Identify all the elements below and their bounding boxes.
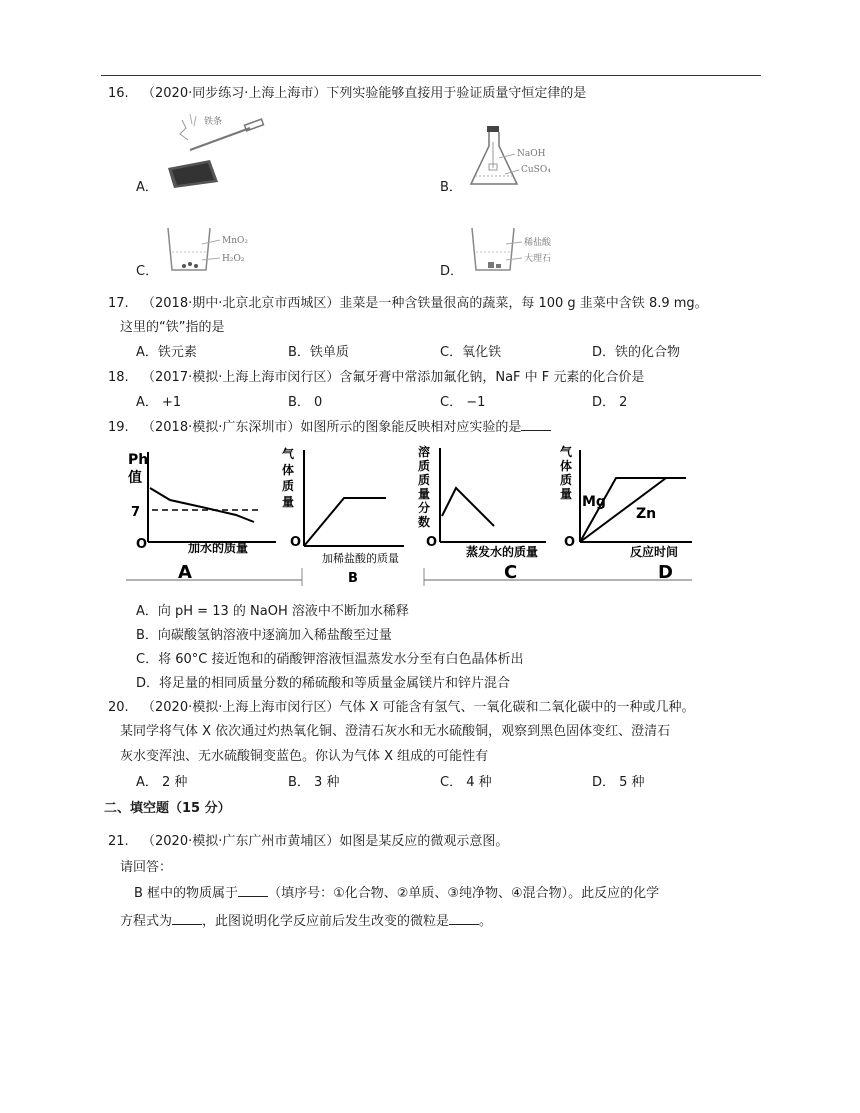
graph-d-mg-line xyxy=(580,478,686,542)
graph-c-ylabel-4: 量 xyxy=(418,487,431,501)
question-17 xyxy=(108,294,708,314)
question-text: （2017·模拟·上海上海市闵行区）含氟牙膏中常添加氟化钠，NaF 中 F 元素的化合价是 xyxy=(142,370,645,385)
question-17-line2: 这里的“铁”指的是 xyxy=(120,320,225,335)
question-20-line2: 某同学将气体 X 依次通过灼热氧化铜、澄清石灰水和无水硫酸铜，观察到黑色固体变红、澄清石 xyxy=(120,724,671,739)
q17-option-c: C．氧化铁 xyxy=(440,345,502,360)
graph-d-origin: O xyxy=(564,535,576,550)
graph-d-mg-label: Mg xyxy=(582,494,606,510)
graph-c-xlabel: 蒸发水的质量 xyxy=(466,545,539,559)
iron-burning-image xyxy=(160,110,270,190)
graph-c-letter: C xyxy=(504,562,518,583)
answer-blank xyxy=(521,418,551,431)
question-20-line3: 灰水变浑浊、无水硫酸铜变蓝色。你认为气体 X 组成的可能性有 xyxy=(120,749,489,764)
graph-a-tick-7: 7 xyxy=(131,505,141,520)
question-18 xyxy=(108,368,644,388)
option-d-letter: D． xyxy=(440,264,464,279)
option-c-letter: C． xyxy=(136,264,159,279)
question-text: （2020·同步练习·上海上海市）下列实验能够直接用于验证质量守恒定律的是 xyxy=(142,86,587,101)
label-iron-strip: 铁条 xyxy=(204,117,223,127)
q20-option-c: C． 4 种 xyxy=(440,775,492,790)
graph-d-zn-label: Zn xyxy=(636,506,657,522)
q20-option-a: A． 2 种 xyxy=(136,775,188,790)
graph-c-ylabel-2: 质 xyxy=(418,459,431,473)
graph-d-xlabel: 反应时间 xyxy=(630,545,679,559)
question-20 xyxy=(108,698,695,718)
question-number: 21. xyxy=(108,834,129,849)
graph-d-ylabel-3: 质 xyxy=(560,473,573,487)
graph-b-ylabel-3: 质 xyxy=(282,479,295,493)
question-text: （2020·模拟·上海上海市闵行区）气体 X 可能含有氢气、一氧化碳和二氧化碳中的一种或几种。 xyxy=(142,700,695,715)
answer-blank-3 xyxy=(449,912,479,925)
question-number: 20. xyxy=(108,700,129,715)
graph-d-ylabel-4: 量 xyxy=(560,487,573,501)
option-a-letter: A． xyxy=(136,180,158,195)
q17-option-b: B．铁单质 xyxy=(288,345,349,360)
graph-a-ylabel-2: 值 xyxy=(128,470,142,486)
graph-c-curve xyxy=(442,488,494,526)
question-text: （2018·期中·北京北京市西城区）韭菜是一种含铁量很高的蔬菜，每 100 g 韭菜中含铁 8.9 mg。 xyxy=(142,296,708,311)
text-segment: 。 xyxy=(479,914,493,929)
question-21 xyxy=(108,832,508,852)
text-segment: ，此图说明化学反应前后发生改变的微粒是 xyxy=(202,914,450,929)
question-21-line3 xyxy=(134,884,659,904)
graph-d-ylabel-1: 气 xyxy=(560,445,573,459)
graph-b-ylabel-2: 体 xyxy=(282,463,295,477)
q19-option-c: C．将 60°C 接近饱和的硝酸钾溶液恒温蒸发水分至有白色晶体析出 xyxy=(136,652,524,667)
text-segment: （填序号：①化合物、②单质、③纯净物、④混合物）。此反应的化学 xyxy=(268,886,660,901)
question-text: （2020·模拟·广东广州市黄埔区）如图是某反应的微观示意图。 xyxy=(142,834,509,849)
text-segment: B 框中的物质属于 xyxy=(134,886,239,901)
question-19 xyxy=(108,418,551,438)
graph-a-origin: O xyxy=(136,537,148,552)
section-heading: 二、填空题（15 分） xyxy=(104,801,231,816)
q20-option-d: D． 5 种 xyxy=(592,775,645,790)
q18-option-d: D． 2 xyxy=(592,395,628,410)
graph-d-letter: D xyxy=(658,562,673,583)
beaker-hcl-image xyxy=(466,224,566,274)
graph-b-ylabel-4: 量 xyxy=(282,495,295,509)
label-marble: 大理石 xyxy=(524,254,552,264)
q19-option-b: B．向碳酸氢钠溶液中逐滴加入稀盐酸至过量 xyxy=(136,628,392,643)
q18-option-c: C． −1 xyxy=(440,395,486,410)
question-number: 16. xyxy=(108,86,129,101)
question-text: （2018·模拟·广东深圳市）如图所示的图象能反映相对应实验的是 xyxy=(142,420,522,435)
graph-b xyxy=(282,446,404,586)
label-naoh: NaOH xyxy=(517,149,546,159)
graph-b-origin: O xyxy=(290,535,302,550)
question-number: 19. xyxy=(108,420,129,435)
label-cuso4: CuSO₄ xyxy=(521,165,551,175)
text-segment: 方程式为 xyxy=(120,914,173,929)
answer-blank-2 xyxy=(172,912,202,925)
question-21-line2: 请回答： xyxy=(120,860,173,875)
flask-naoh-image xyxy=(465,124,565,190)
label-h2o2: H₂O₂ xyxy=(222,254,245,264)
question-number: 18. xyxy=(108,370,129,385)
graph-d-ylabel-2: 体 xyxy=(560,459,573,473)
q17-option-d: D．铁的化合物 xyxy=(592,345,681,360)
graph-b-letter: B xyxy=(348,571,358,586)
beaker-mno2-image xyxy=(162,224,262,274)
header-rule xyxy=(101,75,761,76)
q19-option-d: D．将足量的相同质量分数的稀硫酸和等质量金属镁片和锌片混合 xyxy=(136,676,511,691)
graph-a-xlabel: 加水的质量 xyxy=(188,541,249,555)
answer-blank-1 xyxy=(238,884,268,897)
graph-c-ylabel-1: 溶 xyxy=(418,445,431,459)
q17-option-a: A．铁元素 xyxy=(136,345,197,360)
graph-a-ylabel-1: Ph xyxy=(128,452,149,468)
label-mno2: MnO₂ xyxy=(222,236,248,246)
graph-a-letter: A xyxy=(178,562,192,583)
option-b-letter: B． xyxy=(440,180,462,195)
question-number: 17. xyxy=(108,296,129,311)
question-16 xyxy=(108,84,586,104)
graph-a xyxy=(128,452,276,583)
graph-c-ylabel-6: 数 xyxy=(418,515,431,529)
graph-c-origin: O xyxy=(426,535,438,550)
graph-a-curve xyxy=(150,488,254,522)
q19-option-a: A．向 pH = 13 的 NaOH 溶液中不断加水稀释 xyxy=(136,604,409,619)
q20-option-b: B． 3 种 xyxy=(288,775,340,790)
graphs-figure xyxy=(126,442,692,586)
graph-b-xlabel: 加稀盐酸的质量 xyxy=(322,552,399,565)
graph-b-curve xyxy=(304,498,386,546)
graph-d xyxy=(560,444,692,583)
graph-c-ylabel-3: 质 xyxy=(418,473,431,487)
q18-option-b: B． 0 xyxy=(288,395,323,410)
graph-c xyxy=(418,444,546,583)
label-hcl: 稀盐酸 xyxy=(524,238,552,248)
question-21-line4 xyxy=(120,912,492,932)
q18-option-a: A． +1 xyxy=(136,395,182,410)
graph-b-ylabel-1: 气 xyxy=(282,447,295,461)
graph-c-ylabel-5: 分 xyxy=(418,501,431,515)
